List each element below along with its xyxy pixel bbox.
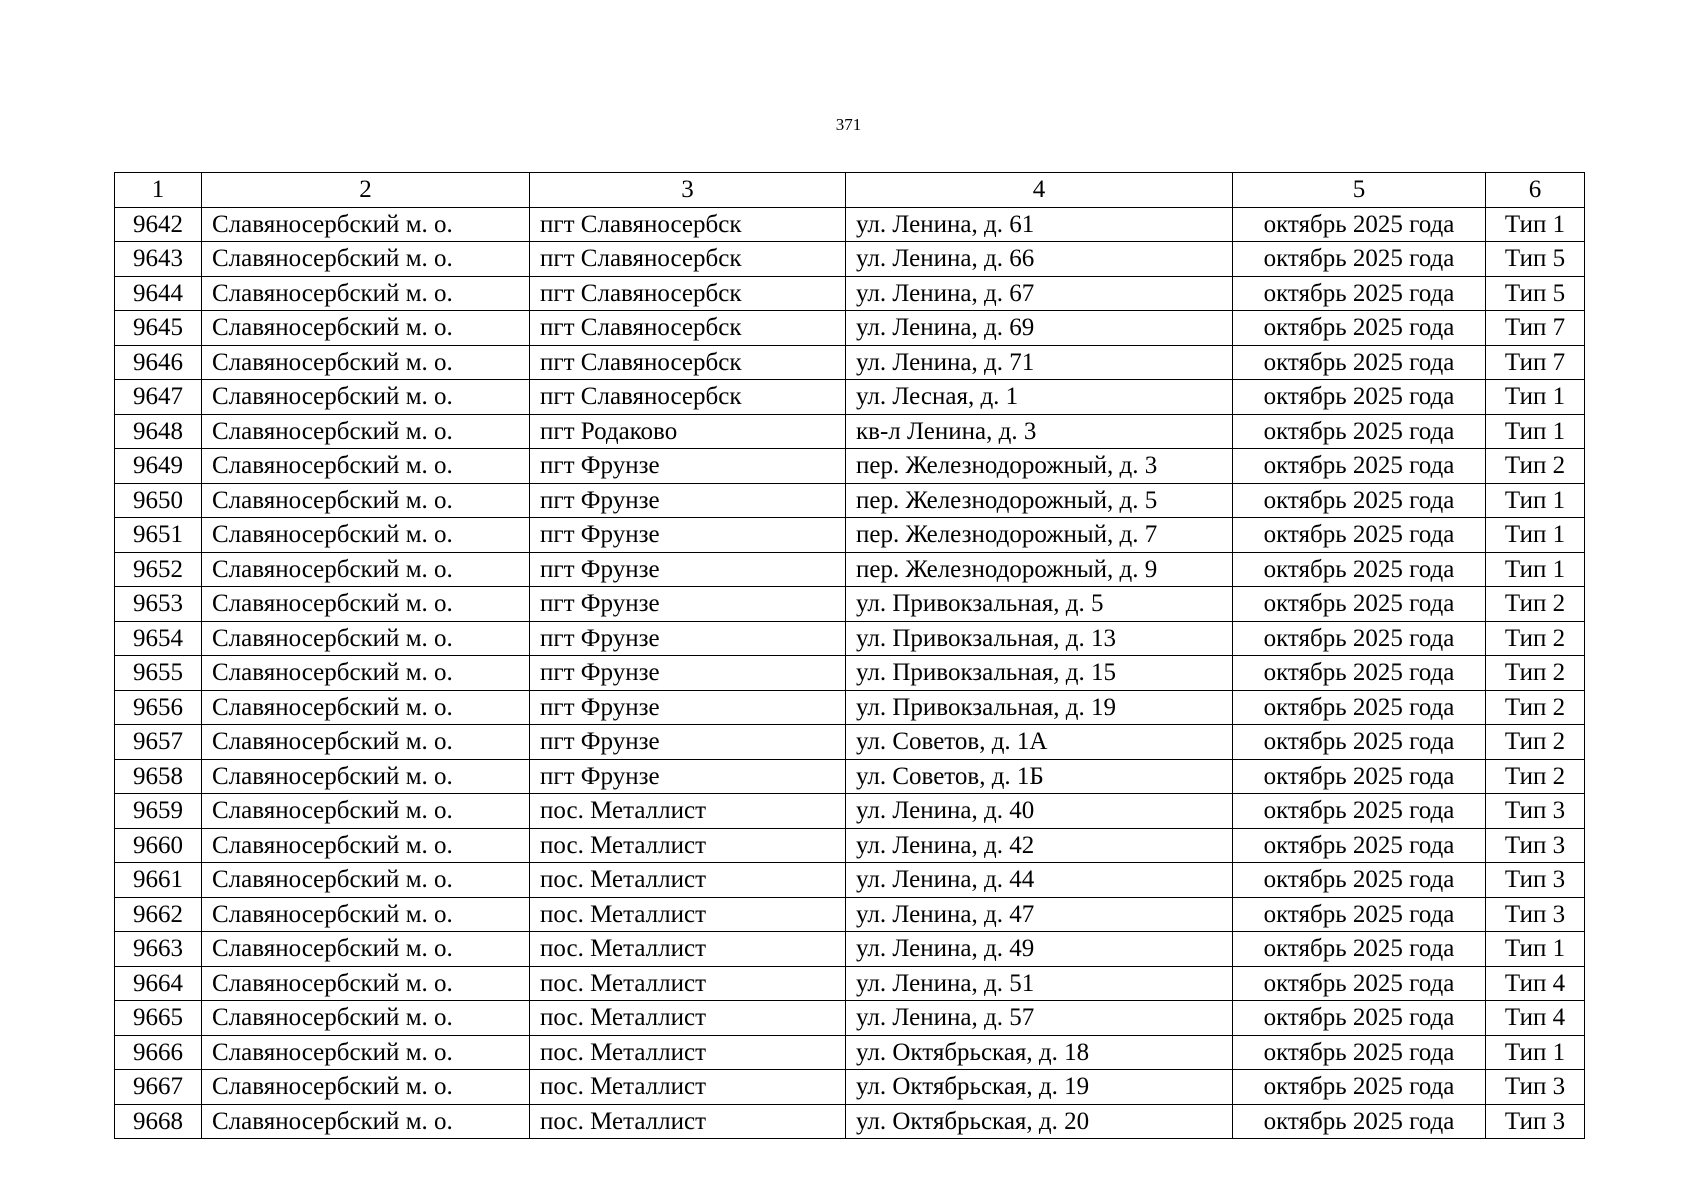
settlement-cell: пгт Фрунзе xyxy=(530,552,846,587)
date-cell: октябрь 2025 года xyxy=(1233,552,1486,587)
type-cell: Тип 2 xyxy=(1486,656,1585,691)
type-cell: Тип 2 xyxy=(1486,621,1585,656)
settlement-cell: пос. Металлист xyxy=(530,1035,846,1070)
type-cell: Тип 1 xyxy=(1486,380,1585,415)
municipality-cell: Славяносербский м. о. xyxy=(202,1001,530,1036)
type-cell: Тип 4 xyxy=(1486,966,1585,1001)
row-number-cell: 9645 xyxy=(115,311,202,346)
header-col-6: 6 xyxy=(1486,173,1585,208)
municipality-cell: Славяносербский м. о. xyxy=(202,242,530,277)
municipality-cell: Славяносербский м. о. xyxy=(202,794,530,829)
type-cell: Тип 3 xyxy=(1486,828,1585,863)
settlement-cell: пгт Славяносербск xyxy=(530,276,846,311)
date-cell: октябрь 2025 года xyxy=(1233,380,1486,415)
row-number-cell: 9653 xyxy=(115,587,202,622)
municipality-cell: Славяносербский м. о. xyxy=(202,311,530,346)
municipality-cell: Славяносербский м. о. xyxy=(202,276,530,311)
type-cell: Тип 3 xyxy=(1486,1104,1585,1139)
data-table xyxy=(114,172,1585,1139)
header-col-3: 3 xyxy=(530,173,846,208)
row-number-cell: 9642 xyxy=(115,207,202,242)
municipality-cell: Славяносербский м. о. xyxy=(202,449,530,484)
type-cell: Тип 5 xyxy=(1486,276,1585,311)
table-row xyxy=(115,449,1585,484)
date-cell: октябрь 2025 года xyxy=(1233,1001,1486,1036)
type-cell: Тип 2 xyxy=(1486,759,1585,794)
settlement-cell: пгт Родаково xyxy=(530,414,846,449)
row-number-cell: 9659 xyxy=(115,794,202,829)
row-number-cell: 9661 xyxy=(115,863,202,898)
header-col-1: 1 xyxy=(115,173,202,208)
date-cell: октябрь 2025 года xyxy=(1233,242,1486,277)
type-cell: Тип 1 xyxy=(1486,207,1585,242)
date-cell: октябрь 2025 года xyxy=(1233,725,1486,760)
municipality-cell: Славяносербский м. о. xyxy=(202,380,530,415)
row-number-cell: 9655 xyxy=(115,656,202,691)
table-row xyxy=(115,276,1585,311)
type-cell: Тип 7 xyxy=(1486,311,1585,346)
settlement-cell: пос. Металлист xyxy=(530,1104,846,1139)
address-cell: ул. Ленина, д. 61 xyxy=(846,207,1233,242)
row-number-cell: 9651 xyxy=(115,518,202,553)
row-number-cell: 9648 xyxy=(115,414,202,449)
row-number-cell: 9650 xyxy=(115,483,202,518)
address-cell: пер. Железнодорожный, д. 5 xyxy=(846,483,1233,518)
date-cell: октябрь 2025 года xyxy=(1233,518,1486,553)
settlement-cell: пос. Металлист xyxy=(530,966,846,1001)
date-cell: октябрь 2025 года xyxy=(1233,587,1486,622)
municipality-cell: Славяносербский м. о. xyxy=(202,897,530,932)
type-cell: Тип 7 xyxy=(1486,345,1585,380)
table-row xyxy=(115,1070,1585,1105)
settlement-cell: пос. Металлист xyxy=(530,794,846,829)
table-row xyxy=(115,518,1585,553)
table-row xyxy=(115,966,1585,1001)
address-cell: пер. Железнодорожный, д. 9 xyxy=(846,552,1233,587)
municipality-cell: Славяносербский м. о. xyxy=(202,690,530,725)
table-row xyxy=(115,621,1585,656)
address-cell: ул. Ленина, д. 47 xyxy=(846,897,1233,932)
table-row xyxy=(115,863,1585,898)
row-number-cell: 9663 xyxy=(115,932,202,967)
date-cell: октябрь 2025 года xyxy=(1233,1035,1486,1070)
table-row xyxy=(115,311,1585,346)
table-row xyxy=(115,345,1585,380)
type-cell: Тип 2 xyxy=(1486,449,1585,484)
municipality-cell: Славяносербский м. о. xyxy=(202,656,530,691)
address-cell: ул. Ленина, д. 71 xyxy=(846,345,1233,380)
address-cell: пер. Железнодорожный, д. 7 xyxy=(846,518,1233,553)
row-number-cell: 9657 xyxy=(115,725,202,760)
row-number-cell: 9644 xyxy=(115,276,202,311)
type-cell: Тип 1 xyxy=(1486,1035,1585,1070)
table-row xyxy=(115,690,1585,725)
type-cell: Тип 2 xyxy=(1486,725,1585,760)
row-number-cell: 9643 xyxy=(115,242,202,277)
settlement-cell: пгт Фрунзе xyxy=(530,518,846,553)
header-col-4: 4 xyxy=(846,173,1233,208)
settlement-cell: пгт Фрунзе xyxy=(530,725,846,760)
municipality-cell: Славяносербский м. о. xyxy=(202,759,530,794)
municipality-cell: Славяносербский м. о. xyxy=(202,1035,530,1070)
settlement-cell: пос. Металлист xyxy=(530,932,846,967)
type-cell: Тип 3 xyxy=(1486,897,1585,932)
municipality-cell: Славяносербский м. о. xyxy=(202,518,530,553)
settlement-cell: пгт Фрунзе xyxy=(530,483,846,518)
settlement-cell: пгт Славяносербск xyxy=(530,311,846,346)
municipality-cell: Славяносербский м. о. xyxy=(202,621,530,656)
type-cell: Тип 2 xyxy=(1486,587,1585,622)
date-cell: октябрь 2025 года xyxy=(1233,276,1486,311)
header-col-5: 5 xyxy=(1233,173,1486,208)
row-number-cell: 9660 xyxy=(115,828,202,863)
table-row xyxy=(115,380,1585,415)
date-cell: октябрь 2025 года xyxy=(1233,794,1486,829)
row-number-cell: 9664 xyxy=(115,966,202,1001)
date-cell: октябрь 2025 года xyxy=(1233,863,1486,898)
municipality-cell: Славяносербский м. о. xyxy=(202,483,530,518)
settlement-cell: пгт Славяносербск xyxy=(530,207,846,242)
address-cell: пер. Железнодорожный, д. 3 xyxy=(846,449,1233,484)
table-row xyxy=(115,587,1585,622)
date-cell: октябрь 2025 года xyxy=(1233,1070,1486,1105)
table-row xyxy=(115,656,1585,691)
settlement-cell: пгт Фрунзе xyxy=(530,690,846,725)
table-row xyxy=(115,828,1585,863)
type-cell: Тип 1 xyxy=(1486,552,1585,587)
row-number-cell: 9665 xyxy=(115,1001,202,1036)
table-body xyxy=(115,207,1585,1139)
row-number-cell: 9668 xyxy=(115,1104,202,1139)
address-cell: ул. Ленина, д. 51 xyxy=(846,966,1233,1001)
settlement-cell: пгт Фрунзе xyxy=(530,449,846,484)
type-cell: Тип 1 xyxy=(1486,483,1585,518)
settlement-cell: пос. Металлист xyxy=(530,1001,846,1036)
table-row xyxy=(115,207,1585,242)
date-cell: октябрь 2025 года xyxy=(1233,932,1486,967)
table-row xyxy=(115,242,1585,277)
table-row xyxy=(115,1001,1585,1036)
address-cell: ул. Ленина, д. 44 xyxy=(846,863,1233,898)
type-cell: Тип 2 xyxy=(1486,690,1585,725)
address-cell: ул. Лесная, д. 1 xyxy=(846,380,1233,415)
date-cell: октябрь 2025 года xyxy=(1233,345,1486,380)
address-cell: ул. Советов, д. 1А xyxy=(846,725,1233,760)
type-cell: Тип 1 xyxy=(1486,414,1585,449)
type-cell: Тип 1 xyxy=(1486,932,1585,967)
address-cell: ул. Привокзальная, д. 19 xyxy=(846,690,1233,725)
settlement-cell: пос. Металлист xyxy=(530,1070,846,1105)
municipality-cell: Славяносербский м. о. xyxy=(202,1070,530,1105)
row-number-cell: 9662 xyxy=(115,897,202,932)
date-cell: октябрь 2025 года xyxy=(1233,897,1486,932)
municipality-cell: Славяносербский м. о. xyxy=(202,207,530,242)
municipality-cell: Славяносербский м. о. xyxy=(202,552,530,587)
table-row xyxy=(115,1035,1585,1070)
municipality-cell: Славяносербский м. о. xyxy=(202,863,530,898)
row-number-cell: 9656 xyxy=(115,690,202,725)
settlement-cell: пос. Металлист xyxy=(530,897,846,932)
address-cell: ул. Ленина, д. 69 xyxy=(846,311,1233,346)
date-cell: октябрь 2025 года xyxy=(1233,207,1486,242)
date-cell: октябрь 2025 года xyxy=(1233,828,1486,863)
municipality-cell: Славяносербский м. о. xyxy=(202,587,530,622)
table-row xyxy=(115,932,1585,967)
municipality-cell: Славяносербский м. о. xyxy=(202,1104,530,1139)
date-cell: октябрь 2025 года xyxy=(1233,449,1486,484)
type-cell: Тип 5 xyxy=(1486,242,1585,277)
page-number: 371 xyxy=(835,115,862,134)
type-cell: Тип 3 xyxy=(1486,1070,1585,1105)
address-cell: ул. Привокзальная, д. 13 xyxy=(846,621,1233,656)
header-col-2: 2 xyxy=(202,173,530,208)
settlement-cell: пгт Фрунзе xyxy=(530,621,846,656)
settlement-cell: пгт Фрунзе xyxy=(530,587,846,622)
settlement-cell: пгт Славяносербск xyxy=(530,242,846,277)
municipality-cell: Славяносербский м. о. xyxy=(202,932,530,967)
address-cell: кв-л Ленина, д. 3 xyxy=(846,414,1233,449)
row-number-cell: 9666 xyxy=(115,1035,202,1070)
municipality-cell: Славяносербский м. о. xyxy=(202,828,530,863)
municipality-cell: Славяносербский м. о. xyxy=(202,414,530,449)
date-cell: октябрь 2025 года xyxy=(1233,690,1486,725)
table-header-row xyxy=(115,173,1585,208)
date-cell: октябрь 2025 года xyxy=(1233,759,1486,794)
address-cell: ул. Октябрьская, д. 19 xyxy=(846,1070,1233,1105)
address-cell: ул. Ленина, д. 49 xyxy=(846,932,1233,967)
settlement-cell: пгт Фрунзе xyxy=(530,759,846,794)
date-cell: октябрь 2025 года xyxy=(1233,414,1486,449)
date-cell: октябрь 2025 года xyxy=(1233,311,1486,346)
settlement-cell: пгт Славяносербск xyxy=(530,380,846,415)
address-cell: ул. Октябрьская, д. 18 xyxy=(846,1035,1233,1070)
municipality-cell: Славяносербский м. о. xyxy=(202,966,530,1001)
table-row xyxy=(115,897,1585,932)
row-number-cell: 9654 xyxy=(115,621,202,656)
type-cell: Тип 4 xyxy=(1486,1001,1585,1036)
address-cell: ул. Привокзальная, д. 5 xyxy=(846,587,1233,622)
settlement-cell: пгт Славяносербск xyxy=(530,345,846,380)
type-cell: Тип 1 xyxy=(1486,518,1585,553)
table-row xyxy=(115,552,1585,587)
table-row xyxy=(115,759,1585,794)
table-row xyxy=(115,414,1585,449)
address-cell: ул. Советов, д. 1Б xyxy=(846,759,1233,794)
row-number-cell: 9652 xyxy=(115,552,202,587)
date-cell: октябрь 2025 года xyxy=(1233,1104,1486,1139)
row-number-cell: 9667 xyxy=(115,1070,202,1105)
table-row xyxy=(115,1104,1585,1139)
date-cell: октябрь 2025 года xyxy=(1233,483,1486,518)
row-number-cell: 9646 xyxy=(115,345,202,380)
address-cell: ул. Ленина, д. 40 xyxy=(846,794,1233,829)
settlement-cell: пос. Металлист xyxy=(530,828,846,863)
row-number-cell: 9658 xyxy=(115,759,202,794)
settlement-cell: пос. Металлист xyxy=(530,863,846,898)
municipality-cell: Славяносербский м. о. xyxy=(202,345,530,380)
address-cell: ул. Октябрьская, д. 20 xyxy=(846,1104,1233,1139)
row-number-cell: 9647 xyxy=(115,380,202,415)
address-cell: ул. Привокзальная, д. 15 xyxy=(846,656,1233,691)
municipality-cell: Славяносербский м. о. xyxy=(202,725,530,760)
date-cell: октябрь 2025 года xyxy=(1233,966,1486,1001)
table-row xyxy=(115,725,1585,760)
table-row xyxy=(115,483,1585,518)
date-cell: октябрь 2025 года xyxy=(1233,621,1486,656)
date-cell: октябрь 2025 года xyxy=(1233,656,1486,691)
settlement-cell: пгт Фрунзе xyxy=(530,656,846,691)
type-cell: Тип 3 xyxy=(1486,863,1585,898)
address-cell: ул. Ленина, д. 57 xyxy=(846,1001,1233,1036)
type-cell: Тип 3 xyxy=(1486,794,1585,829)
address-cell: ул. Ленина, д. 67 xyxy=(846,276,1233,311)
table-row xyxy=(115,794,1585,829)
address-cell: ул. Ленина, д. 66 xyxy=(846,242,1233,277)
address-cell: ул. Ленина, д. 42 xyxy=(846,828,1233,863)
row-number-cell: 9649 xyxy=(115,449,202,484)
